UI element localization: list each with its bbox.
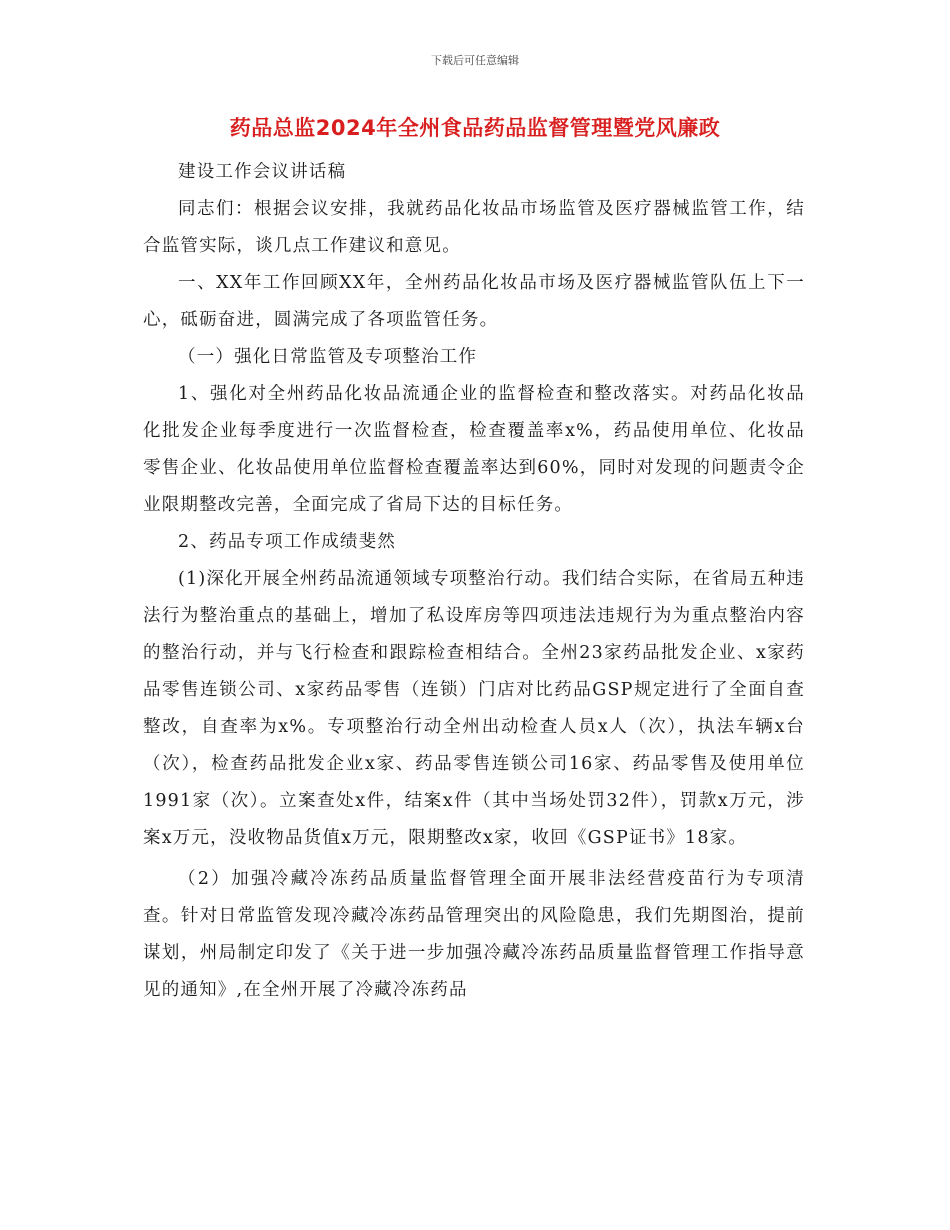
subsection-heading: （一）强化日常监管及专项整治工作	[178, 347, 478, 367]
item-2-2-paragraph: （2）加强冷藏冷冻药品质量监督管理全面开展非法经营疫苗行为专项清查。针对日常监管发现冷藏冷冻药品管理突出的风险隐患，我们先期图治，提前谋划，州局制定印发了《关于进一步加强冷藏冷冻药品质量监督管理工作指导意见的通知》,在全州开展了冷藏冷冻药品	[143, 869, 805, 1000]
item-1-paragraph: 1、强化对全州药品化妆品流通企业的监督检查和整改落实。对药品化妆品化批发企业每季度进行一次监督检查，检查覆盖率x%，药品使用单位、化妆品零售企业、化妆品使用单位监督检查覆盖率达到60%，同时对发现的问题责令企业限期整改完善，全面完成了省局下达的目标任务。	[143, 384, 805, 515]
document-body	[143, 154, 805, 1009]
document-title: 药品总监2024年全州食品药品监督管理暨党风廉政	[229, 116, 721, 140]
greeting-paragraph: 同志们：根据会议安排，我就药品化妆品市场监管及医疗器械监管工作，结合监管实际，谈几点工作建议和意见。	[143, 199, 805, 256]
subtitle-paragraph: 建设工作会议讲话稿	[178, 162, 347, 182]
item-2-heading: 2、药品专项工作成绩斐然	[178, 532, 397, 552]
section-review-paragraph: 一、XX年工作回顾XX年，全州药品化妆品市场及医疗器械监管队伍上下一心，砥砺奋进，圆满完成了各项监管任务。	[143, 273, 805, 330]
page-header: 下载后可任意编辑	[431, 54, 519, 67]
item-2-1-paragraph: (1)深化开展全州药品流通领域专项整治行动。我们结合实际，在省局五种违法行为整治重点的基础上，增加了私设库房等四项违法违规行为为重点整治内容的整治行动，并与飞行检查和跟踪检查相结合。全州23家药品批发企业、x家药品零售连锁公司、x家药品零售（连锁）门店对比药品GSP规定进行了全面自查整改，自查率为x%。专项整治行动全州出动检查人员x人（次），执法车辆x台（次），检查药品批发企业x家、药品零售连锁公司16家、药品零售及使用单位1991家（次）。立案查处x件，结案x件（其中当场处罚32件），罚款x万元，涉案x万元，没收物品货值x万元，限期整改x家，收回《GSP证书》18家。	[143, 569, 805, 848]
